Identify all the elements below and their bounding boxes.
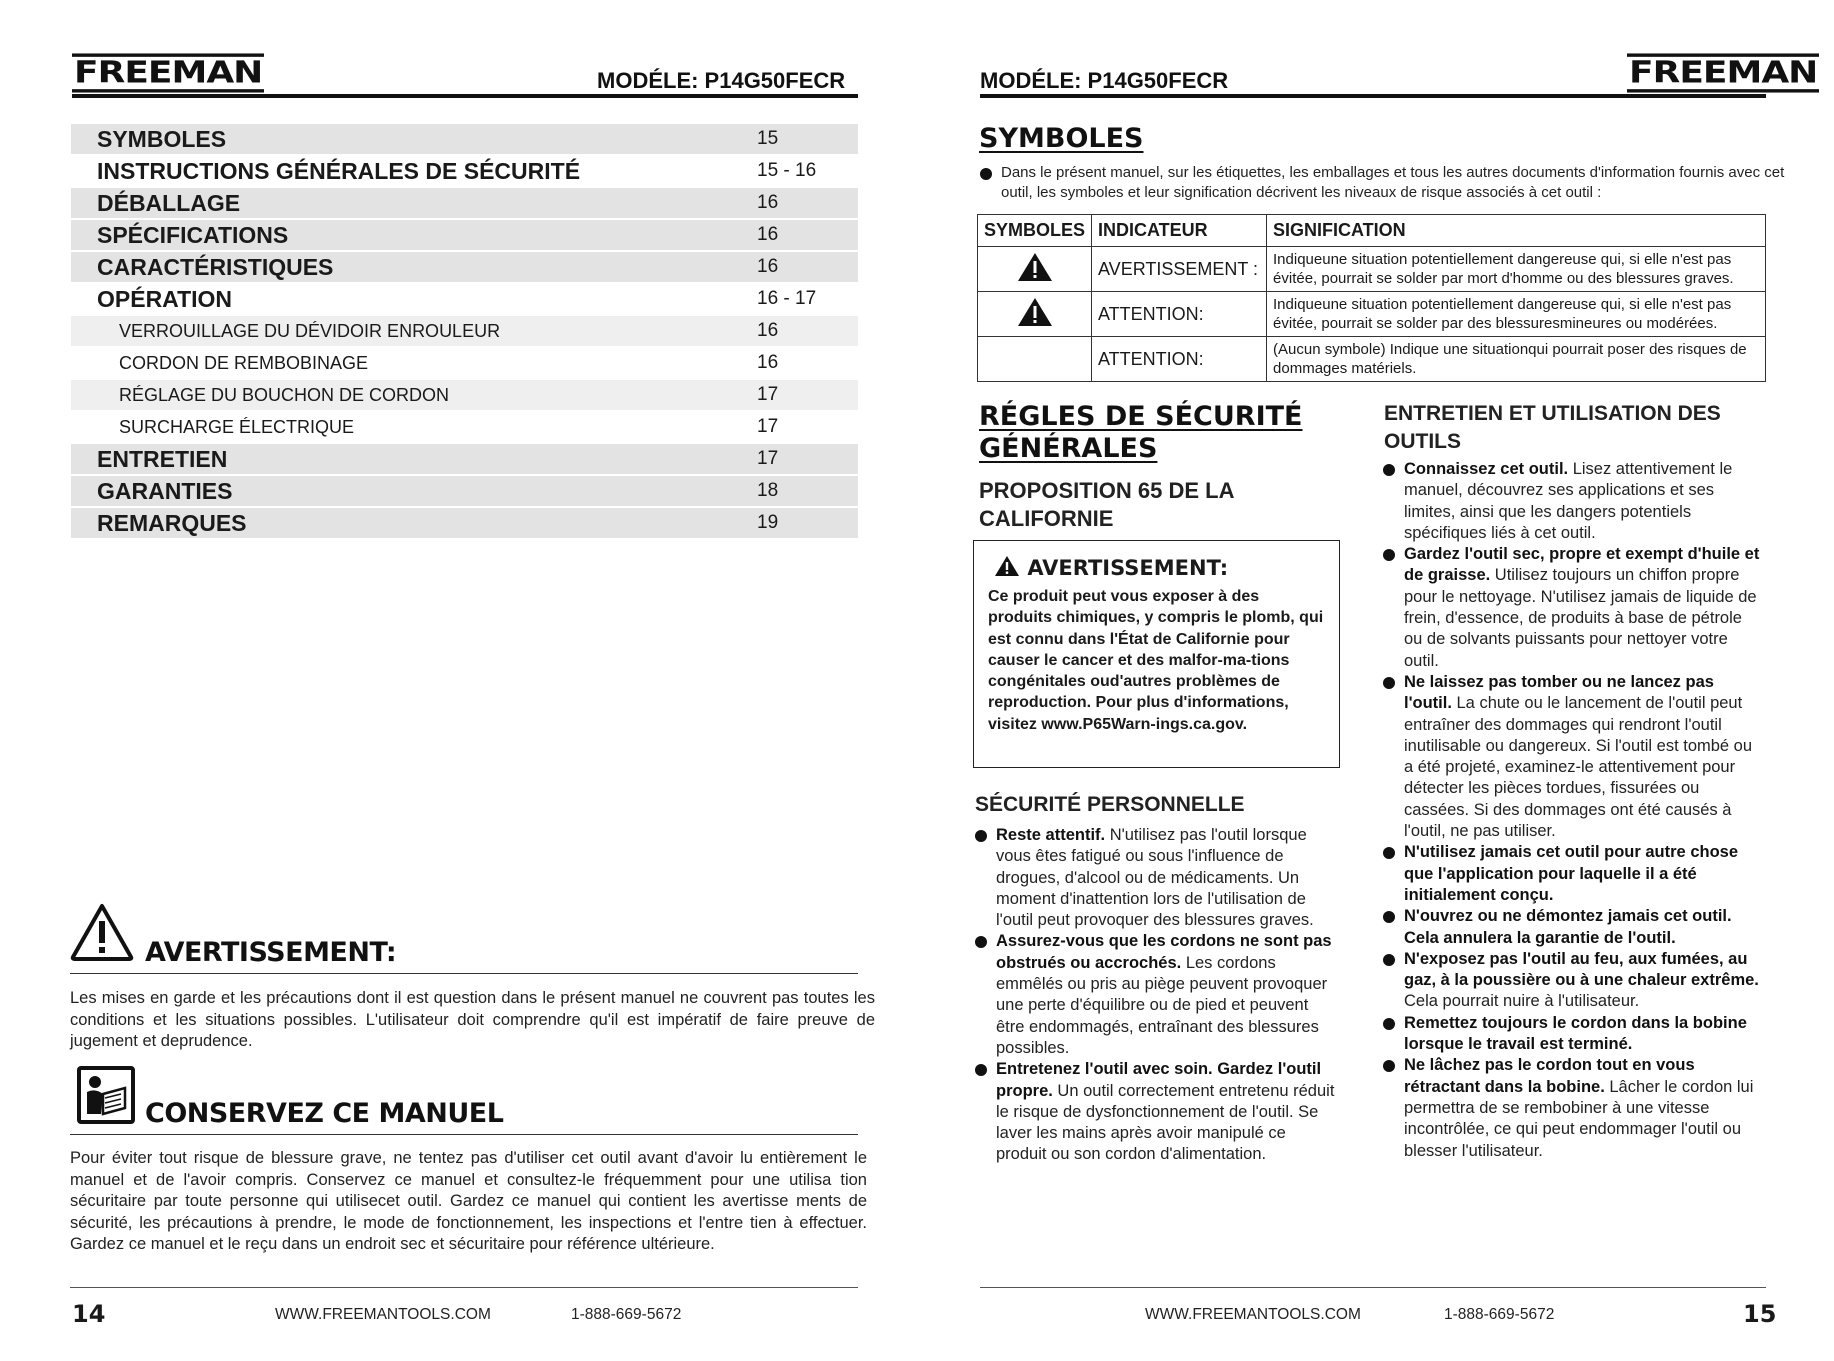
toc-title: VERROUILLAGE DU DÉVIDOIR ENROULEUR xyxy=(71,315,743,347)
toc-title: INSTRUCTIONS GÉNÉRALES DE SÉCURITÉ xyxy=(71,155,743,187)
toc-title: ENTRETIEN xyxy=(71,443,743,475)
toc-title: SURCHARGE ÉLECTRIQUE xyxy=(71,411,743,443)
toc-title: SPÉCIFICATIONS xyxy=(71,219,743,251)
toc-title: OPÉRATION xyxy=(71,283,743,315)
toc-page: 16 xyxy=(743,187,858,219)
list-item xyxy=(1383,842,1763,906)
warning-triangle-icon xyxy=(1017,252,1053,282)
toc-title: GARANTIES xyxy=(71,475,743,507)
box-title: AVERTISSEMENT: xyxy=(1027,556,1229,580)
list-item xyxy=(1383,906,1763,949)
toc-row xyxy=(71,251,858,283)
prop65-title-line1: PROPOSITION 65 DE LA xyxy=(979,478,1235,503)
tools-title-line1: ENTRETIEN ET UTILISATION DES xyxy=(1384,402,1721,425)
table-row xyxy=(978,337,1766,382)
list-item xyxy=(975,825,1335,931)
list-item-lead: Entretenez l'outil avec soin. Gardez l'outil propre. xyxy=(996,1060,1322,1100)
list-item xyxy=(1383,1013,1763,1056)
list-item xyxy=(975,1059,1335,1165)
tools-title-line2: OUTILS xyxy=(1384,430,1461,453)
warning-title: AVERTISSEMENT: xyxy=(145,937,397,968)
toc-row xyxy=(71,155,858,187)
read-manual-icon xyxy=(77,1066,135,1124)
indicator-cell: ATTENTION: xyxy=(1092,337,1267,382)
warning-triangle-icon xyxy=(70,902,134,962)
list-item-lead: Remettez toujours le cordon dans la bobine lorsque le travail est terminé. xyxy=(1404,1013,1747,1054)
toc-page: 16 - 17 xyxy=(743,283,858,315)
list-item-text: N'utilisez pas l'outil lorsque vous êtes fatigué ou sous l'influence de drogues, d'alcool ou de médicaments. Un moment d'inattention lors de l'utilisation de l'outil peut provoquer des blessures graves. xyxy=(996,826,1314,930)
warning-text: Les mises en garde et les précautions dont il est question dans le présent manuel ne couvrent pas toutes les conditions et les situations possibles. L'utilisateur doit comprendre qu'il est impératif de faire preuve de jugement et deprudence. xyxy=(70,989,875,1050)
personal-safety-list xyxy=(975,825,1335,1166)
toc-row xyxy=(71,124,858,155)
toc-page: 15 - 16 xyxy=(743,155,858,187)
list-item-lead: N'utilisez jamais cet outil pour autre chose que l'application pour laquelle il a été initialement conçu. xyxy=(1404,843,1739,904)
list-item-text: Un outil correctement entretenu réduit le risque de dysfonctionnement de l'outil. Se laver les mains après avoir manipulé ce produit ou son cordon d'alimentation. xyxy=(996,1081,1335,1164)
list-item-lead: Gardez l'outil sec, propre et exempt d'huile et de graisse. xyxy=(1404,545,1760,585)
toc-page: 16 xyxy=(743,315,858,347)
toc-row xyxy=(71,347,858,379)
toc-row xyxy=(71,187,858,219)
list-item-lead: N'exposez pas l'outil au feu, aux fumées, au gaz, à la poussière ou à une chaleur extrême. xyxy=(1404,949,1759,990)
page-number: 14 xyxy=(72,1300,106,1328)
warning-triangle-icon xyxy=(994,555,1020,577)
footer-phone: 1-888-669-5672 xyxy=(1444,1306,1555,1323)
toc-title: REMARQUES xyxy=(71,507,743,539)
footer-rule xyxy=(70,1287,858,1288)
list-item-text: Utilisez toujours un chiffon propre pour le nettoyage. N'utilisez jamais de liquide de frein, d'essence, de produits à base de pétrole ou de solvants puissants pour nettoyer votre outil. xyxy=(1404,566,1757,670)
rules-title-line2: GÉNÉRALES xyxy=(979,433,1158,464)
manual-title: CONSERVEZ CE MANUEL xyxy=(145,1098,504,1129)
list-item-lead: N'ouvrez ou ne démontez jamais cet outil. Cela annulera la garantie de l'outil. xyxy=(1404,907,1732,947)
table-row xyxy=(978,247,1766,292)
column-header: SYMBOLES xyxy=(978,215,1092,247)
symbols-intro-list xyxy=(980,163,1790,203)
column-header: SIGNIFICATION xyxy=(1267,215,1766,247)
toc-page: 17 xyxy=(743,411,858,443)
toc-page: 17 xyxy=(743,379,858,411)
symbol-cell xyxy=(978,247,1092,292)
footer-website: WWW.FREEMANTOOLS.COM xyxy=(275,1306,491,1323)
toc-title: DÉBALLAGE xyxy=(71,187,743,219)
symbol-cell xyxy=(978,292,1092,337)
symbol-cell xyxy=(978,337,1092,382)
freeman-logo: FREEMAN xyxy=(72,53,264,92)
toc-page: 17 xyxy=(743,443,858,475)
toc-title: CARACTÉRISTIQUES xyxy=(71,251,743,283)
list-item-text: Lisez attentivement le manuel, découvrez ses applications et ses limites, ainsi que les dangers potentiels spécifiques liés à cet outil. xyxy=(1404,460,1733,542)
list-item xyxy=(975,931,1335,1059)
toc-title: SYMBOLES xyxy=(71,124,743,155)
meaning-cell: (Aucun symbole) Indique une situationqui pourrait poser des risques de dommages matériels. xyxy=(1267,337,1766,382)
rules-title-line1: RÉGLES DE SÉCURITÉ xyxy=(979,401,1303,432)
toc-page: 16 xyxy=(743,251,858,283)
toc-page: 19 xyxy=(743,507,858,539)
footer-phone: 1-888-669-5672 xyxy=(571,1306,682,1323)
header-rule xyxy=(72,94,858,98)
list-item xyxy=(1383,459,1763,544)
footer-rule xyxy=(980,1287,1766,1288)
symbols-table xyxy=(977,214,1766,382)
box-text: Ce produit peut vous exposer à des produits chimiques, y compris le plomb, qui est connu dans l'État de Californie pour causer le cancer et des malfor-ma-tions congénitales oud'autres problèmes de reproduction. Pour plus d'informations, visitez www.P65Warn-ings.ca.gov. xyxy=(988,588,1324,733)
header-rule xyxy=(980,94,1766,98)
toc-title: CORDON DE REMBOBINAGE xyxy=(71,347,743,379)
toc-page: 16 xyxy=(743,347,858,379)
table-of-contents xyxy=(71,124,858,540)
freeman-logo: FREEMAN xyxy=(1627,53,1819,92)
toc-row xyxy=(71,379,858,411)
toc-row xyxy=(71,507,858,539)
personal-safety-title: SÉCURITÉ PERSONNELLE xyxy=(975,793,1245,816)
list-item xyxy=(1383,1055,1763,1161)
list-item-lead: Reste attentif. xyxy=(996,826,1106,844)
toc-row xyxy=(71,315,858,347)
prop65-warning-box xyxy=(973,540,1340,768)
box-title-row xyxy=(994,555,1325,580)
toc-page: 18 xyxy=(743,475,858,507)
column-header: INDICATEUR xyxy=(1092,215,1267,247)
footer-website: WWW.FREEMANTOOLS.COM xyxy=(1145,1306,1361,1323)
symbols-intro: Dans le présent manuel, sur les étiquettes, les emballages et tous les autres documents d'information fournis avec cet outil, les symboles et leur signification décrivent les niveaux de risque associés à cet outil : xyxy=(1001,164,1785,201)
toc-row xyxy=(71,443,858,475)
model-label: MODÉLE: P14G50FECR xyxy=(597,68,846,93)
toc-row xyxy=(71,475,858,507)
table-row xyxy=(978,292,1766,337)
model-label: MODÉLE: P14G50FECR xyxy=(980,68,1229,93)
prop65-title-line2: CALIFORNIE xyxy=(979,506,1114,531)
list-item-text: La chute ou le lancement de l'outil peut entraîner des dommages qui rendront l'outil inutilisable ou dangereux. Si l'outil est tombé ou a été projeté, examinez-le attentivement pour détecter les pièces tordues, fissurées ou cassées. Si des dommages ont été causés à l'outil, ne pas utiliser. xyxy=(1404,694,1753,841)
toc-page: 16 xyxy=(743,219,858,251)
tools-care-list xyxy=(1383,459,1763,1162)
toc-page: 15 xyxy=(743,124,858,155)
meaning-cell: Indiqueune situation potentiellement dangereuse qui, si elle n'est pas évitée, pourrait se solder par des blessuresmineures ou modérées. xyxy=(1267,292,1766,337)
meaning-cell: Indiqueune situation potentiellement dangereuse qui, si elle n'est pas évitée, pourrait se solder par mort d'homme ou des blessures graves. xyxy=(1267,247,1766,292)
right-page xyxy=(917,0,1834,1361)
list-item xyxy=(1383,672,1763,842)
symbols-title: SYMBOLES xyxy=(979,123,1144,154)
list-item-lead: Connaissez cet outil. xyxy=(1404,460,1569,478)
list-item xyxy=(1383,544,1763,672)
toc-row xyxy=(71,411,858,443)
page-number: 15 xyxy=(1743,1300,1777,1328)
list-item-text: Les cordons emmêlés ou pris au piège peuvent provoquer une perte d'équilibre ou de pied et peuvent être endommagés, entraînant des blessures possibles. xyxy=(996,953,1328,1057)
list-item xyxy=(980,163,1790,203)
toc-row xyxy=(71,219,858,251)
divider xyxy=(70,1134,858,1135)
indicator-cell: ATTENTION: xyxy=(1092,292,1267,337)
list-item-text: Cela pourrait nuire à l'utilisateur. xyxy=(1404,992,1640,1011)
list-item-lead: Ne lâchez pas le cordon tout en vous rétractant dans la bobine. xyxy=(1404,1056,1695,1096)
list-item-text: Lâcher le cordon lui permettra de se rembobiner à une vitesse incontrôlée, ce qui peut endommager l'outil ou blesser l'utilisateur. xyxy=(1404,1077,1754,1160)
list-item xyxy=(1383,949,1763,1013)
toc-title: RÉGLAGE DU BOUCHON DE CORDON xyxy=(71,379,743,411)
manual-text: Pour éviter tout risque de blessure grave, ne tentez pas d'utiliser cet outil avant d'avoir lu entièrement le manuel et de l'avoir compris. Conservez ce manuel et consultez-le fréquemment pour une utilisa tion sécuritaire par toute personne qui utilisecet outil. Gardez ce manuel qui contient les avertisse ments de sécurité, les précautions à prendre, le mode de fonctionnement, les inspections et l'entre tien à effectuer. Gardez ce manuel et le reçu dans un endroit sec et sécuritaire pour référence ultérieure. xyxy=(70,1149,867,1253)
toc-row xyxy=(71,283,858,315)
warning-triangle-icon xyxy=(1017,297,1053,327)
list-item-lead: Assurez-vous que les cordons ne sont pas obstrués ou accrochés. xyxy=(996,932,1332,972)
indicator-cell: AVERTISSEMENT : xyxy=(1092,247,1267,292)
list-item-lead: Ne laissez pas tomber ou ne lancez pas l'outil. xyxy=(1404,672,1714,713)
divider xyxy=(70,973,858,974)
